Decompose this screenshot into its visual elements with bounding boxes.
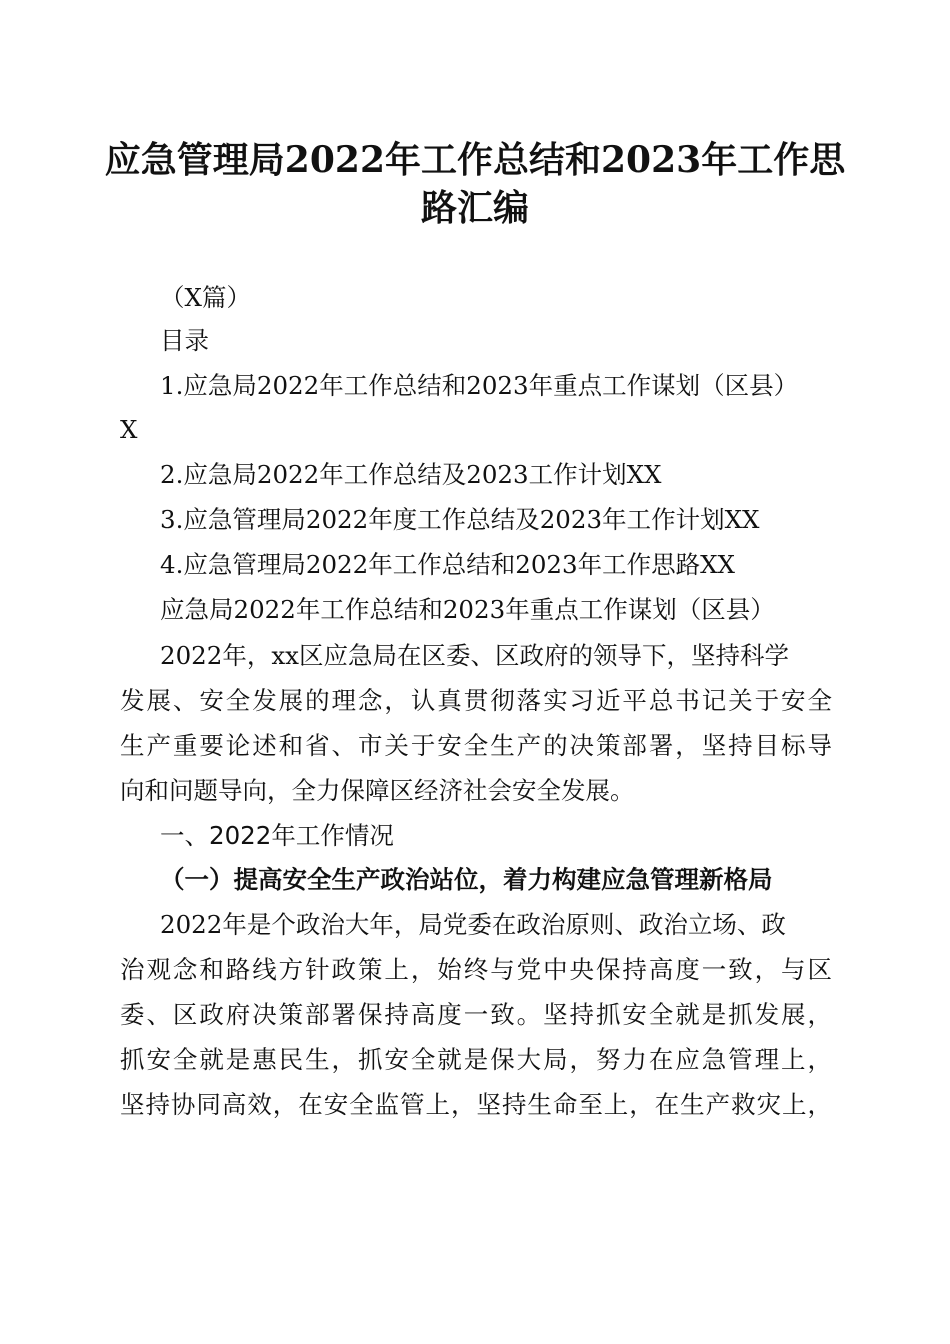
- body-line-5: 坚持协同高效，在安全监管上，坚持生命至上，在生产救灾上，: [120, 1090, 832, 1119]
- toc-item-4: 4.应急管理局2022年工作总结和2023年工作思路XX: [160, 550, 735, 579]
- toc-heading: 目录: [160, 326, 209, 355]
- intro-line-1: 2022年，xx区应急局在区委、区政府的领导下，坚持科学: [160, 641, 789, 670]
- intro-line-3: 生产重要论述和省、市关于安全生产的决策部署，坚持目标导: [120, 731, 832, 760]
- body-line-3: 委、区政府决策部署保持高度一致。坚持抓安全就是抓发展，: [120, 1000, 832, 1029]
- document-subtitle: （X篇）: [160, 283, 251, 312]
- article-title: 应急局2022年工作总结和2023年重点工作谋划（区县）: [160, 595, 775, 624]
- toc-item-1-continuation: X: [120, 415, 138, 444]
- subsection-1-heading: （一）提高安全生产政治站位，着力构建应急管理新格局: [160, 865, 773, 894]
- body-line-2: 治观念和路线方针政策上，始终与党中央保持高度一致，与区: [120, 955, 832, 984]
- document-title-line-1: 应急管理局2022年工作总结和2023年工作思: [104, 139, 846, 181]
- body-line-4: 抓安全就是惠民生，抓安全就是保大局，努力在应急管理上，: [120, 1045, 832, 1074]
- document-title-line-2: 路汇编: [420, 187, 529, 229]
- section-1-heading: 一、2022年工作情况: [160, 821, 394, 850]
- toc-item-1: 1.应急局2022年工作总结和2023年重点工作谋划（区县）: [160, 371, 799, 400]
- intro-line-2: 发展、安全发展的理念，认真贯彻落实习近平总书记关于安全: [120, 686, 832, 715]
- toc-item-3: 3.应急管理局2022年度工作总结及2023年工作计划XX: [160, 505, 760, 534]
- toc-item-2: 2.应急局2022年工作总结及2023工作计划XX: [160, 460, 662, 489]
- intro-line-4: 向和问题导向，全力保障区经济社会安全发展。: [120, 776, 635, 805]
- body-line-1: 2022年是个政治大年，局党委在政治原则、政治立场、政: [160, 910, 786, 939]
